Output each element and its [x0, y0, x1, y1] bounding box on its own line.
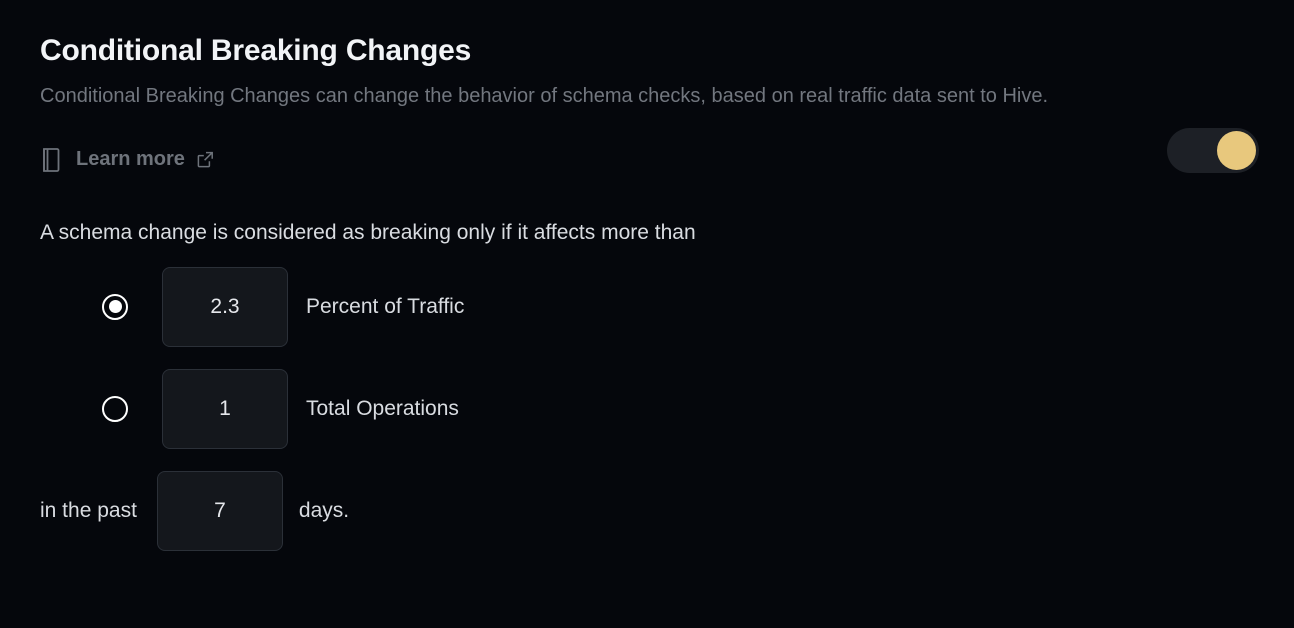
- radio-percent-of-traffic[interactable]: [102, 294, 128, 320]
- period-days-input[interactable]: [157, 471, 283, 551]
- option-row-percent: [40, 267, 1254, 347]
- conditional-breaking-changes-toggle-wrap: [1167, 128, 1259, 173]
- radio-total-operations[interactable]: [102, 396, 128, 422]
- toggle-knob: [1217, 131, 1256, 170]
- external-link-icon: [197, 151, 214, 168]
- period-suffix-label: days.: [298, 498, 350, 522]
- radio-dot: [109, 300, 122, 313]
- percent-of-traffic-input[interactable]: [162, 267, 288, 347]
- retention-period-row: [40, 471, 1254, 551]
- option-row-operations: [40, 369, 1254, 449]
- panel-description: Conditional Breaking Changes can change the behavior of schema checks, based on real traffic data sent to Hive.: [40, 84, 1049, 107]
- learn-more-label: Learn more: [76, 148, 185, 170]
- total-operations-label: Total Operations: [306, 396, 459, 420]
- page-title: Conditional Breaking Changes: [40, 34, 472, 67]
- learn-more-link[interactable]: [40, 147, 214, 173]
- book-icon: [40, 147, 64, 173]
- condition-intro-text: A schema change is considered as breaking only if it affects more than: [40, 220, 696, 244]
- total-operations-input[interactable]: [162, 369, 288, 449]
- conditional-breaking-changes-toggle[interactable]: [1167, 128, 1259, 173]
- percent-of-traffic-label: Percent of Traffic: [306, 294, 465, 318]
- period-prefix-label: in the past: [40, 498, 137, 522]
